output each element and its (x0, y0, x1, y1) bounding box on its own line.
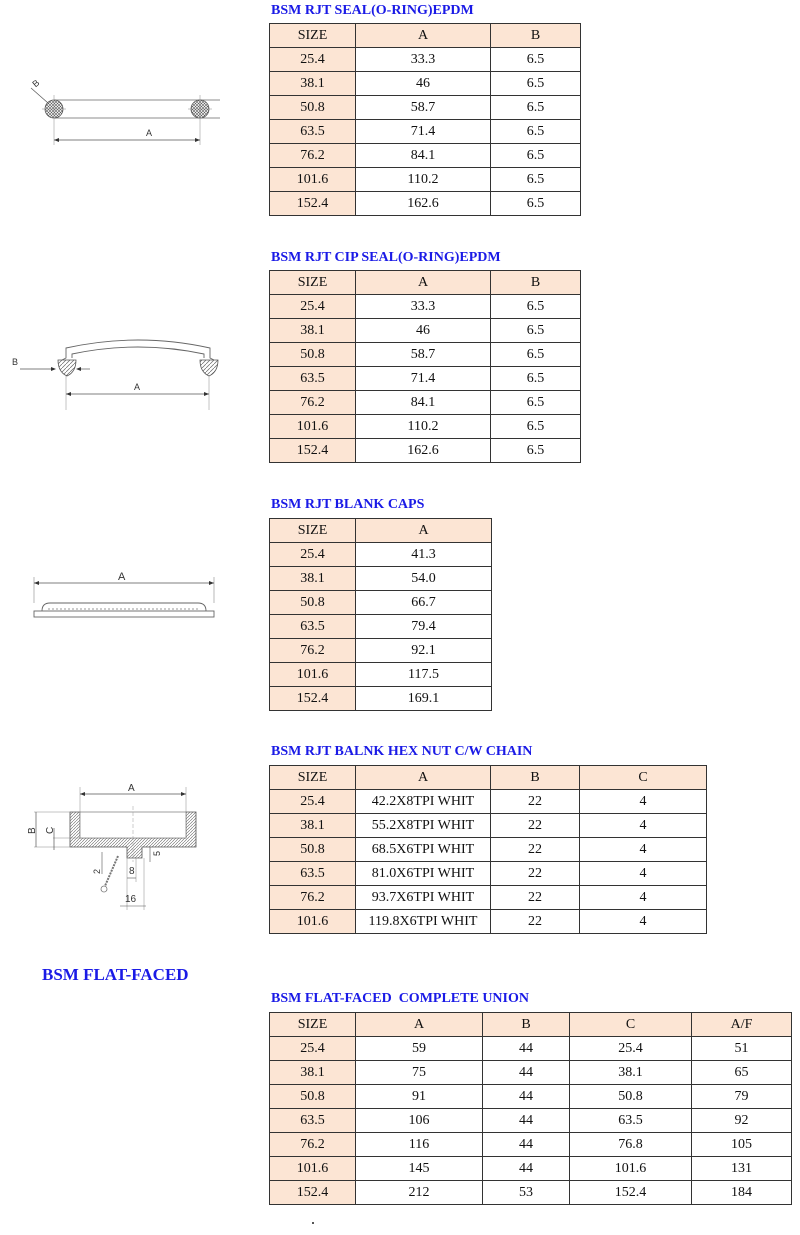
cell-a: 66.7 (356, 591, 492, 615)
cell-size: 25.4 (270, 295, 356, 319)
cell-size: 152.4 (270, 687, 356, 711)
cell-c: 25.4 (570, 1037, 692, 1061)
cell-size: 25.4 (270, 48, 356, 72)
cell-size: 76.2 (270, 144, 356, 168)
cell-b: 44 (483, 1037, 570, 1061)
header-size: SIZE (270, 519, 356, 543)
cell-af: 105 (692, 1133, 792, 1157)
cell-c: 4 (580, 886, 707, 910)
cell-c: 76.8 (570, 1133, 692, 1157)
cell-c: 4 (580, 910, 707, 934)
cell-a: 33.3 (356, 48, 491, 72)
group-heading-flat-faced: BSM FLAT-FACED (42, 965, 189, 984)
section-title-hex-nut: BSM RJT BALNK HEX NUT C/W CHAIN (271, 744, 533, 759)
table-row (270, 144, 581, 168)
table-row (270, 96, 581, 120)
table-row (270, 1085, 792, 1109)
cell-a: 71.4 (356, 367, 491, 391)
cell-size: 50.8 (270, 96, 356, 120)
cell-size: 152.4 (270, 1181, 356, 1205)
cell-a: 46 (356, 72, 491, 96)
cell-a: 79.4 (356, 615, 492, 639)
table-row (270, 1109, 792, 1133)
table-row (270, 591, 492, 615)
cell-b: 6.5 (491, 439, 581, 463)
dim-label-a: A (134, 382, 141, 392)
table-row (270, 1133, 792, 1157)
header-b: B (491, 24, 581, 48)
cell-a: 93.7X6TPI WHIT (356, 886, 491, 910)
cell-b: 6.5 (491, 120, 581, 144)
cell-b: 44 (483, 1133, 570, 1157)
section-title-oring-seal: BSM RJT SEAL(O-RING)EPDM (271, 3, 474, 18)
table-row (270, 790, 707, 814)
table-header-row (270, 519, 492, 543)
cell-size: 63.5 (270, 862, 356, 886)
cell-size: 50.8 (270, 838, 356, 862)
table-row (270, 439, 581, 463)
table-row (270, 639, 492, 663)
cell-a: 106 (356, 1109, 483, 1133)
cell-size: 101.6 (270, 415, 356, 439)
cell-a: 42.2X8TPI WHIT (356, 790, 491, 814)
cell-a: 71.4 (356, 120, 491, 144)
cell-b: 6.5 (491, 48, 581, 72)
dim-label-b: B (30, 77, 42, 90)
cell-b: 6.5 (491, 415, 581, 439)
dim-label-c: C (45, 826, 56, 834)
cell-size: 25.4 (270, 1037, 356, 1061)
cell-b: 22 (491, 910, 580, 934)
cip-seal-drawing (10, 320, 240, 410)
cell-af: 92 (692, 1109, 792, 1133)
table-row (270, 886, 707, 910)
cell-a: 46 (356, 319, 491, 343)
cell-size: 76.2 (270, 1133, 356, 1157)
dim-label-16: 16 (125, 894, 137, 905)
table-row (270, 838, 707, 862)
cell-size: 63.5 (270, 120, 356, 144)
cell-size: 101.6 (270, 168, 356, 192)
cell-a: 116 (356, 1133, 483, 1157)
table-header-row (270, 766, 707, 790)
header-size: SIZE (270, 24, 356, 48)
table-row (270, 1157, 792, 1181)
table-row (270, 48, 581, 72)
cell-a: 212 (356, 1181, 483, 1205)
cell-af: 65 (692, 1061, 792, 1085)
table-row (270, 687, 492, 711)
cell-size: 38.1 (270, 72, 356, 96)
cell-b: 6.5 (491, 367, 581, 391)
cell-af: 184 (692, 1181, 792, 1205)
cell-b: 53 (483, 1181, 570, 1205)
cell-b: 22 (491, 814, 580, 838)
cell-size: 63.5 (270, 367, 356, 391)
cell-size: 38.1 (270, 814, 356, 838)
cell-size: 76.2 (270, 391, 356, 415)
cell-b: 44 (483, 1109, 570, 1133)
cell-size: 25.4 (270, 543, 356, 567)
cell-size: 50.8 (270, 343, 356, 367)
cell-size: 38.1 (270, 319, 356, 343)
cell-a: 33.3 (356, 295, 491, 319)
cell-a: 41.3 (356, 543, 492, 567)
table-row (270, 367, 581, 391)
cell-size: 38.1 (270, 567, 356, 591)
table-row (270, 1061, 792, 1085)
table-header-row (270, 271, 581, 295)
spec-table-blank-caps (269, 518, 492, 711)
table-row (270, 910, 707, 934)
cell-a: 81.0X6TPI WHIT (356, 862, 491, 886)
cell-a: 169.1 (356, 687, 492, 711)
cell-b: 44 (483, 1061, 570, 1085)
table-row (270, 543, 492, 567)
table-row (270, 415, 581, 439)
header-a: A (356, 766, 491, 790)
cell-c: 63.5 (570, 1109, 692, 1133)
dim-label-b: B (12, 357, 19, 367)
cell-af: 51 (692, 1037, 792, 1061)
dim-label-a: A (118, 571, 126, 583)
table-row (270, 1037, 792, 1061)
cell-af: 131 (692, 1157, 792, 1181)
header-b: B (491, 766, 580, 790)
header-b: B (491, 271, 581, 295)
cell-size: 152.4 (270, 439, 356, 463)
header-a: A (356, 1013, 483, 1037)
table-row (270, 72, 581, 96)
table-row (270, 567, 492, 591)
cell-a: 84.1 (356, 144, 491, 168)
table-row (270, 1181, 792, 1205)
dim-label-a: A (146, 128, 153, 138)
cell-a: 75 (356, 1061, 483, 1085)
header-b: B (483, 1013, 570, 1037)
cell-a: 145 (356, 1157, 483, 1181)
cell-b: 6.5 (491, 192, 581, 216)
cell-b: 22 (491, 886, 580, 910)
cell-a: 110.2 (356, 168, 491, 192)
cell-size: 38.1 (270, 1061, 356, 1085)
table-row (270, 319, 581, 343)
cell-c: 38.1 (570, 1061, 692, 1085)
spec-table-hex-nut (269, 765, 707, 934)
spec-table-oring-seal (269, 23, 581, 216)
cell-c: 4 (580, 790, 707, 814)
cell-a: 162.6 (356, 192, 491, 216)
cell-size: 63.5 (270, 1109, 356, 1133)
o-ring-seal-drawing (20, 60, 250, 160)
header-size: SIZE (270, 1013, 356, 1037)
cell-c: 4 (580, 838, 707, 862)
table-row (270, 168, 581, 192)
cell-a: 68.5X6TPI WHIT (356, 838, 491, 862)
section-title-complete-union: BSM FLAT-FACED COMPLETE UNION (271, 991, 529, 1006)
blank-cap-drawing (20, 565, 250, 635)
dim-label-a: A (128, 783, 135, 794)
stray-dot (312, 1222, 314, 1224)
cell-size: 50.8 (270, 1085, 356, 1109)
cell-c: 50.8 (570, 1085, 692, 1109)
dim-label-b: B (27, 827, 38, 834)
cell-b: 6.5 (491, 391, 581, 415)
cell-a: 59 (356, 1037, 483, 1061)
cell-a: 162.6 (356, 439, 491, 463)
cell-size: 76.2 (270, 639, 356, 663)
cell-a: 58.7 (356, 343, 491, 367)
table-row (270, 615, 492, 639)
cell-a: 91 (356, 1085, 483, 1109)
header-c: C (570, 1013, 692, 1037)
cell-b: 6.5 (491, 343, 581, 367)
cell-b: 22 (491, 862, 580, 886)
hex-nut-chain-drawing (10, 770, 210, 920)
cell-c: 101.6 (570, 1157, 692, 1181)
cell-size: 152.4 (270, 192, 356, 216)
cell-size: 101.6 (270, 910, 356, 934)
table-row (270, 295, 581, 319)
cell-size: 50.8 (270, 591, 356, 615)
cell-b: 22 (491, 790, 580, 814)
spec-table-cip-seal (269, 270, 581, 463)
table-row (270, 391, 581, 415)
cell-size: 76.2 (270, 886, 356, 910)
cell-af: 79 (692, 1085, 792, 1109)
cell-size: 101.6 (270, 663, 356, 687)
table-row (270, 663, 492, 687)
cell-b: 6.5 (491, 96, 581, 120)
cell-a: 110.2 (356, 415, 491, 439)
header-c: C (580, 766, 707, 790)
cell-a: 84.1 (356, 391, 491, 415)
dim-label-2: 2 (92, 868, 102, 874)
cell-size: 25.4 (270, 790, 356, 814)
cell-b: 44 (483, 1085, 570, 1109)
table-header-row (270, 24, 581, 48)
cell-size: 101.6 (270, 1157, 356, 1181)
section-title-blank-caps: BSM RJT BLANK CAPS (271, 497, 425, 512)
cell-a: 117.5 (356, 663, 492, 687)
table-row (270, 814, 707, 838)
cell-c: 4 (580, 814, 707, 838)
cell-b: 6.5 (491, 319, 581, 343)
table-header-row (270, 1013, 792, 1037)
header-a: A (356, 519, 492, 543)
header-af: A/F (692, 1013, 792, 1037)
header-size: SIZE (270, 271, 356, 295)
cell-b: 44 (483, 1157, 570, 1181)
table-row (270, 343, 581, 367)
section-title-cip-seal: BSM RJT CIP SEAL(O-RING)EPDM (271, 250, 501, 265)
cell-b: 6.5 (491, 168, 581, 192)
cell-b: 22 (491, 838, 580, 862)
header-a: A (356, 271, 491, 295)
table-row (270, 120, 581, 144)
cell-b: 6.5 (491, 144, 581, 168)
header-size: SIZE (270, 766, 356, 790)
cell-b: 6.5 (491, 295, 581, 319)
dim-label-5: 5 (152, 850, 162, 856)
dim-label-8: 8 (129, 866, 135, 877)
cell-a: 54.0 (356, 567, 492, 591)
table-row (270, 862, 707, 886)
header-a: A (356, 24, 491, 48)
cell-a: 58.7 (356, 96, 491, 120)
cell-size: 63.5 (270, 615, 356, 639)
table-row (270, 192, 581, 216)
cell-a: 55.2X8TPI WHIT (356, 814, 491, 838)
spec-table-complete-union (269, 1012, 792, 1205)
cell-a: 119.8X6TPI WHIT (356, 910, 491, 934)
cell-b: 6.5 (491, 72, 581, 96)
cell-c: 4 (580, 862, 707, 886)
cell-a: 92.1 (356, 639, 492, 663)
cell-c: 152.4 (570, 1181, 692, 1205)
